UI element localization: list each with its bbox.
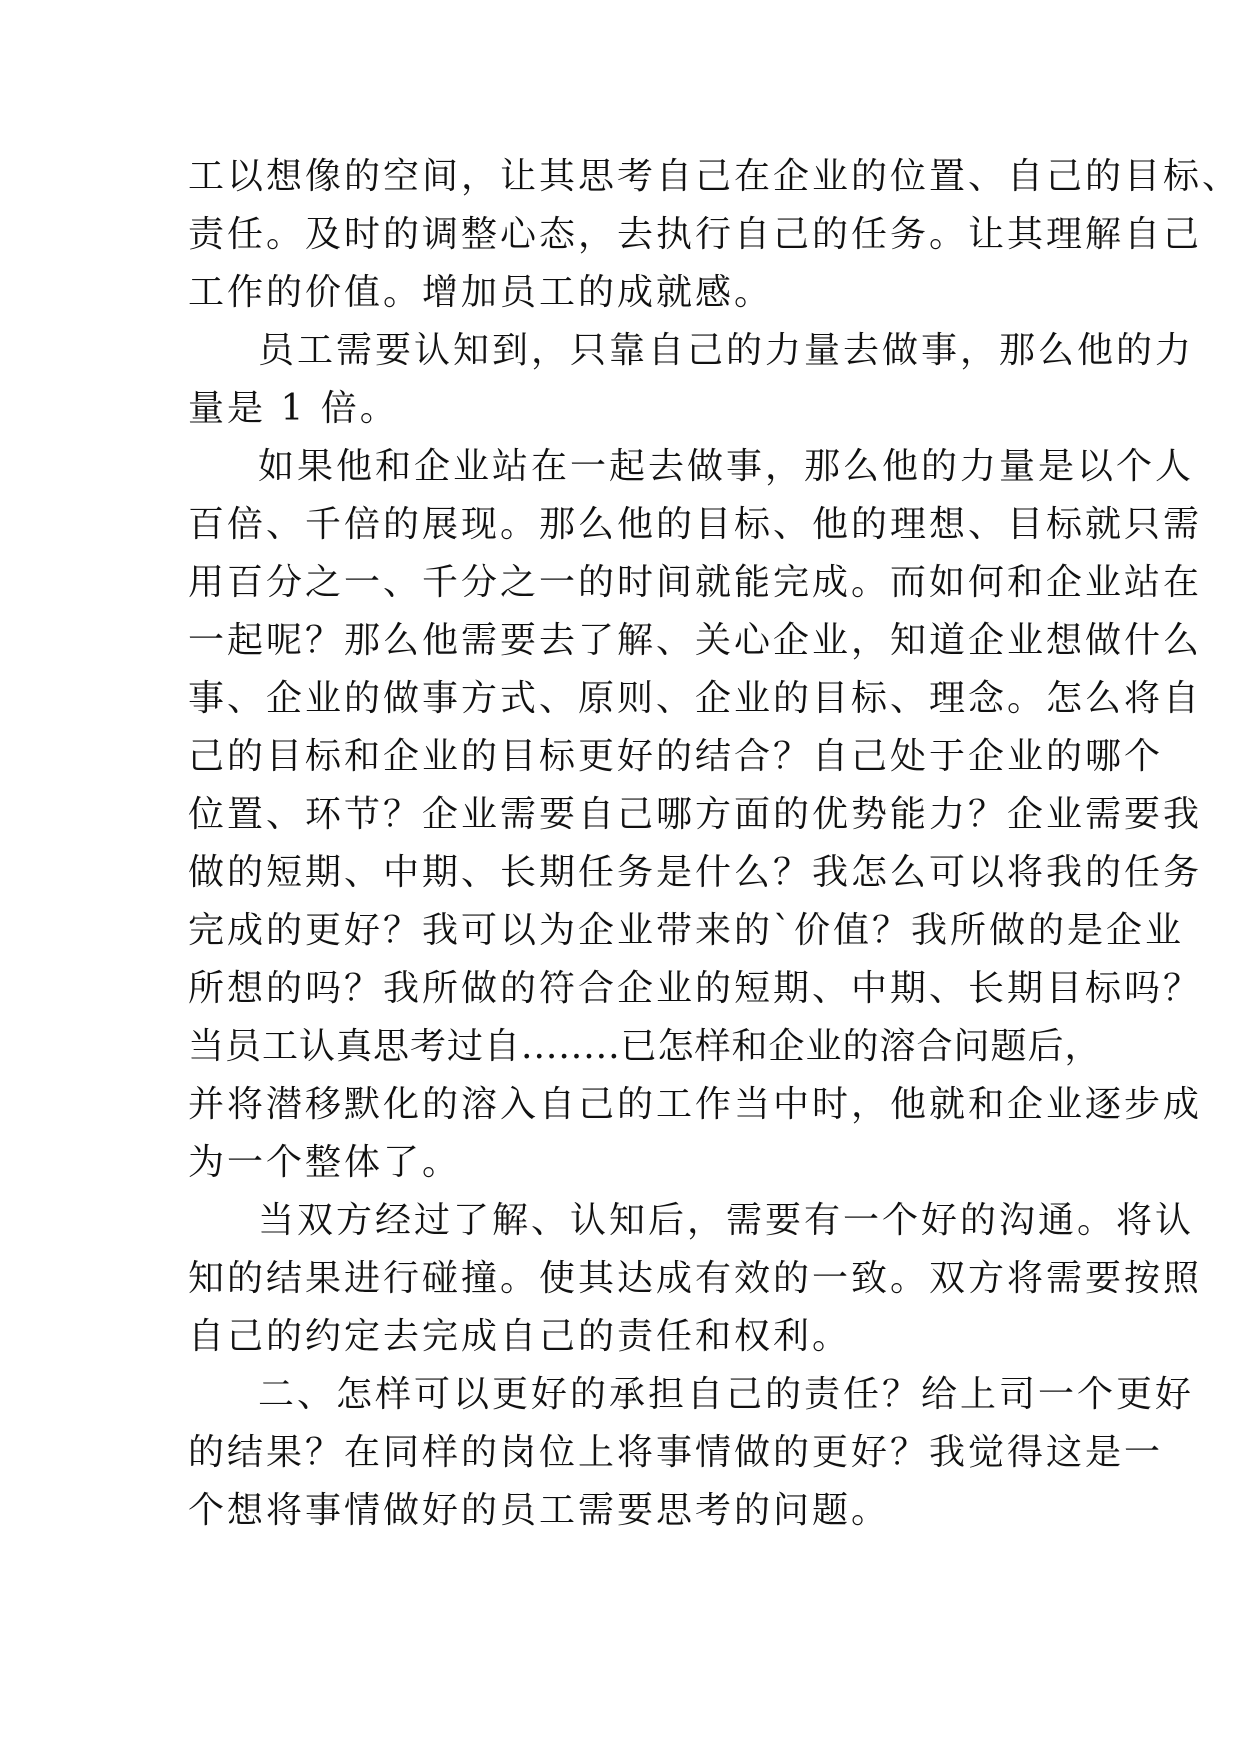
paragraph-line: 做的短期、中期、长期任务是什么？我怎么可以将我的任务 [188,852,1203,893]
paragraph-line: 百倍、千倍的展现。那么他的目标、他的理想、目标就只需 [188,504,1203,545]
paragraph-line: 位置、环节？企业需要自己哪方面的优势能力？企业需要我 [188,794,1203,835]
paragraph-line: 量是 1 倍。 [188,388,399,429]
paragraph-1 [188,148,1241,322]
paragraph-line: 事、企业的做事方式、原则、企业的目标、理念。怎么将自 [188,678,1203,719]
paragraph-line: 知的结果进行碰撞。使其达成有效的一致。双方将需要按照 [188,1258,1203,1299]
paragraph-line: 当双方经过了解、认知后，需要有一个好的沟通。将认 [258,1200,1195,1241]
paragraph-4 [188,1192,1203,1366]
paragraph-line: 工作的价值。增加员工的成就感。 [188,272,774,313]
paragraph-line: 一起呢？那么他需要去了解、关心企业，知道企业想做什么 [188,620,1203,661]
paragraph-line: 用百分之一、千分之一的时间就能完成。而如何和企业站在 [188,562,1203,603]
paragraph-5 [188,1366,1195,1540]
paragraph-line: 工以想像的空间，让其思考自己在企业的位置、自己的目标、 [188,156,1241,197]
document-body [188,148,1241,1540]
paragraph-line: 当员工认真思考过自........已怎样和企业的溶合问题后， [188,1026,1102,1067]
paragraph-line: 己的目标和企业的目标更好的结合？自己处于企业的哪个 [188,736,1164,777]
paragraph-line: 如果他和企业站在一起去做事，那么他的力量是以个人 [258,446,1195,487]
paragraph-line: 完成的更好？我可以为企业带来的`价值？我所做的是企业 [188,910,1185,951]
paragraph-line: 个想将事情做好的员工需要思考的问题。 [188,1490,891,1531]
paragraph-line: 并将潜移默化的溶入自己的工作当中时，他就和企业逐步成 [188,1084,1203,1125]
paragraph-line: 为一个整体了。 [188,1142,462,1183]
paragraph-line: 员工需要认知到，只靠自己的力量去做事，那么他的力 [258,330,1195,371]
paragraph-line: 自己的约定去完成自己的责任和权利。 [188,1316,852,1357]
paragraph-line: 责任。及时的调整心态，去执行自己的任务。让其理解自己 [188,214,1203,255]
paragraph-3 [188,438,1203,1192]
paragraph-2 [188,322,1195,438]
paragraph-line: 的结果？在同样的岗位上将事情做的更好？我觉得这是一 [188,1432,1164,1473]
paragraph-line: 二、怎样可以更好的承担自己的责任？给上司一个更好 [258,1374,1195,1415]
paragraph-line: 所想的吗？我所做的符合企业的短期、中期、长期目标吗？ [188,968,1203,1009]
